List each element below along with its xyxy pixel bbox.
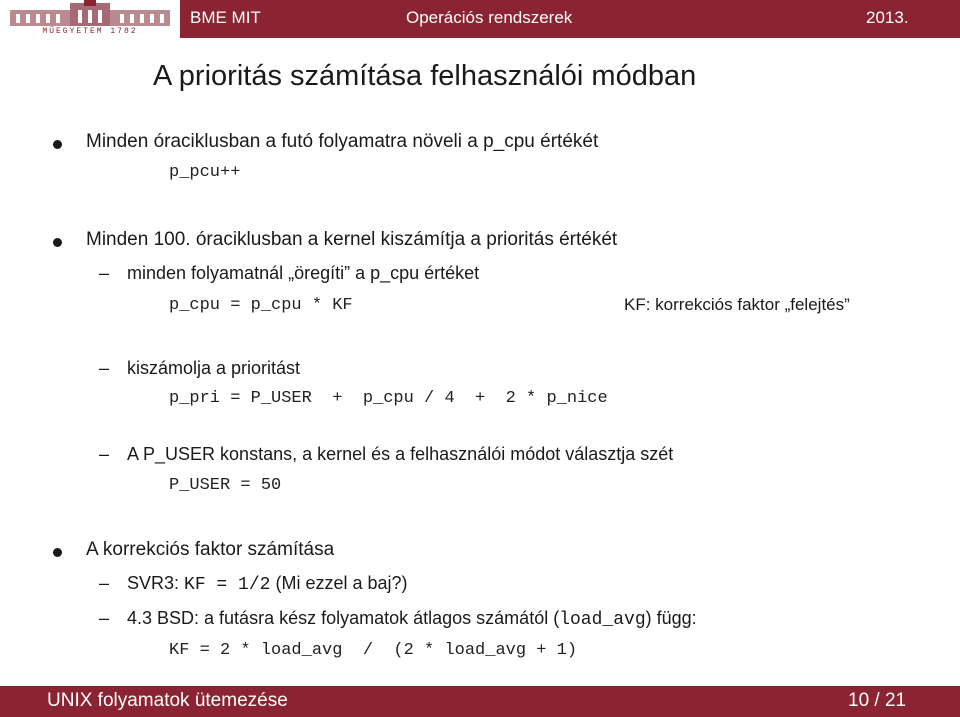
sub-item-4-note: (Mi ezzel a baj?) [270, 573, 408, 593]
header-org: BME MIT [190, 8, 261, 27]
sub-item-3: A P_USER konstans, a kernel és a felhasználói módot választja szét [127, 444, 674, 464]
sub-item-5-note: ) függ: [645, 608, 697, 628]
code-1: p_pcu++ [169, 163, 241, 182]
code-2: p_cpu = p_cpu * KF [169, 296, 353, 315]
sub-item-2: kiszámolja a prioritást [127, 358, 301, 378]
header-bar [0, 0, 960, 38]
sub-item-5-text: 4.3 BSD: a futásra kész folyamatok átlagos számától ( [127, 608, 560, 628]
bullet-icon [53, 238, 62, 247]
header-year: 2013. [866, 8, 909, 27]
item-2: Minden 100. óraciklusban a kernel kiszámítja a prioritás értékét [86, 229, 618, 250]
item-1: Minden óraciklusban a futó folyamatra növeli a p_cpu értékét [86, 131, 599, 152]
code-3: p_pri = P_USER + p_cpu / 4 + 2 * p_nice [169, 389, 608, 408]
footer-topic: UNIX folyamatok ütemezése [47, 690, 288, 711]
bullet-icon [53, 548, 62, 557]
code-4: P_USER = 50 [169, 476, 282, 495]
dash-icon: – [99, 608, 110, 628]
header-course: Operációs rendszerek [406, 8, 573, 27]
sub-item-5 [127, 608, 697, 630]
code-5: KF = 2 * load_avg / (2 * load_avg + 1) [169, 641, 578, 660]
sub-item-4 [127, 573, 408, 595]
sub-item-4-text: SVR3: [127, 573, 185, 593]
sub-item-4-code: KF = 1/2 [184, 575, 271, 595]
dash-icon: – [99, 358, 110, 378]
footer-page: 10 / 21 [848, 690, 907, 711]
bullet-icon [53, 140, 62, 149]
sub-item-1: minden folyamatnál „öregíti” a p_cpu értéket [127, 263, 480, 283]
item-3: A korrekciós faktor számítása [86, 539, 335, 560]
logo-text: MŰEGYETEM 1782 [42, 27, 138, 36]
slide-title: A prioritás számítása felhasználói módban [153, 60, 697, 92]
university-logo [0, 0, 180, 38]
dash-icon: – [99, 444, 110, 464]
footer-bar [0, 686, 960, 717]
note-2: KF: korrekciós faktor „felejtés” [624, 295, 850, 314]
dash-icon: – [99, 573, 110, 593]
building-icon [0, 0, 180, 28]
sub-item-5-code: load_avg [559, 610, 646, 630]
dash-icon: – [99, 263, 110, 283]
